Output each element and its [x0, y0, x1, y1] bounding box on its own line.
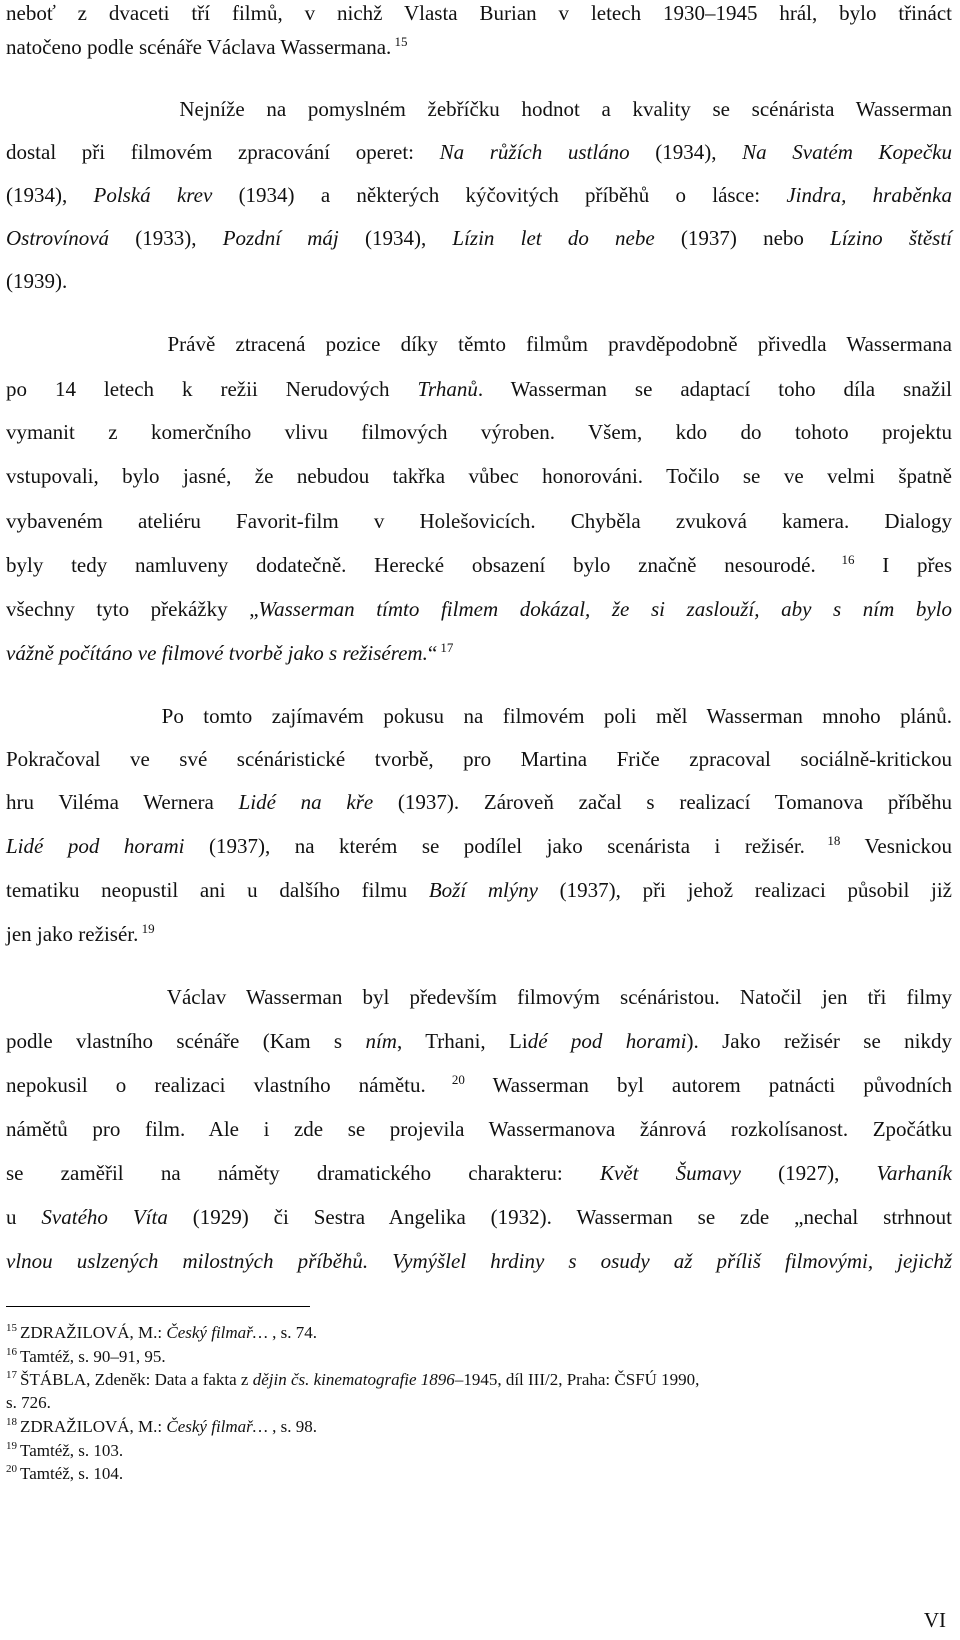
- text-run: Nejníže na pomyslném žebříčku hodnot a kvality se scénárista Wasserman: [6, 97, 952, 121]
- text-run: , s. 98.: [267, 1417, 318, 1436]
- text-run: jen jako režisér.: [6, 922, 139, 946]
- text-run: ZDRAŽILOVÁ, M.:: [20, 1417, 167, 1436]
- text-run: –1945, díl III/2, Praha: ČSFÚ 1990,: [454, 1370, 700, 1389]
- footnote: [6, 1369, 699, 1390]
- text-run: Po tomto zajímavém pokusu na filmovém poli měl Wasserman mnoho plánů.: [6, 704, 952, 728]
- text-run: (1939).: [6, 269, 68, 293]
- italic-text: Lízino štěstí: [830, 226, 952, 250]
- italic-text: Varhaník: [876, 1161, 952, 1185]
- italic-text: Svatého Víta: [41, 1205, 168, 1229]
- footnote: [6, 1322, 317, 1343]
- italic-text: Lidé na kře: [238, 790, 374, 814]
- text-run: (1937), na kterém se podílel jako scenárista i režisér.: [184, 834, 805, 858]
- text-run: , s. 74.: [267, 1323, 318, 1342]
- text-run: (1937). Zároveň začal s realizací Tomanova příběhu: [373, 790, 952, 814]
- footnote: [6, 1440, 123, 1461]
- text-run: vymanit z komerčního vlivu filmových výroben. Všem, kdo do tohoto projektu: [6, 420, 952, 444]
- footnote-ref: 18: [804, 833, 841, 848]
- text-run: námětů pro film. Ale i zde se projevila Wassermanova žánrová rozkolísanost. Zpočátku: [6, 1117, 952, 1141]
- text-run: všechny tyto překážky „: [6, 597, 259, 621]
- text-line: [6, 0, 952, 26]
- italic-text: Květ Šumavy: [599, 1161, 741, 1185]
- italic-text: dějin čs. kinematografie 1896: [252, 1370, 455, 1389]
- italic-text: Jindra, hraběnka: [786, 183, 952, 207]
- text-run: hru Viléma Wernera: [6, 790, 239, 814]
- italic-text: Trhanů: [417, 377, 478, 401]
- text-run: ). Jako režisér se nikdy: [686, 1029, 952, 1053]
- footnote: [6, 1392, 51, 1413]
- text-line: [6, 1204, 952, 1230]
- text-run: Tamtéž, s. 104.: [20, 1464, 124, 1483]
- text-run: podle vlastního scénáře (Kam s: [6, 1029, 366, 1053]
- footnote-number: 16: [6, 1346, 17, 1359]
- text-line: [6, 746, 952, 772]
- text-line: [6, 1160, 952, 1186]
- italic-text: Polská krev: [93, 183, 213, 207]
- text-run: natočeno podle scénáře Václava Wassermana.: [6, 35, 392, 59]
- text-line: [6, 984, 952, 1010]
- text-run: Vesnickou: [840, 834, 953, 858]
- italic-text: Český filmař…: [166, 1417, 268, 1436]
- text-line: [6, 96, 952, 122]
- text-line: [6, 34, 952, 60]
- text-line: [6, 1116, 952, 1142]
- text-run: Václav Wasserman byl především filmovým scénáristou. Natočil jen tři filmy: [6, 985, 952, 1009]
- italic-text: Pozdní máj: [222, 226, 339, 250]
- text-line: [6, 833, 952, 859]
- footnote-ref: 15: [391, 34, 408, 49]
- footnote: [6, 1416, 317, 1437]
- text-run: Pokračoval ve své scénáristické tvorbě, pro Martina Friče zpracoval sociálně-kritickou: [6, 747, 952, 771]
- text-run: nepokusil o realizaci vlastního námětu.: [6, 1073, 426, 1097]
- text-line: [6, 268, 952, 294]
- italic-text: Lidé pod horami: [6, 834, 185, 858]
- text-run: s. 726.: [6, 1393, 51, 1412]
- italic-text: Lízin let do nebe: [452, 226, 655, 250]
- text-line: [6, 596, 952, 622]
- italic-text: Na růžích ustláno: [439, 140, 630, 164]
- text-line: [6, 376, 952, 402]
- italic-text: ním: [365, 1029, 397, 1053]
- text-run: tematiku neopustil ani u dalšího filmu: [6, 878, 429, 902]
- text-run: (1929) či Sestra Angelika (1932). Wasserman se zde „nechal strhnout: [167, 1205, 952, 1229]
- text-run: I přes: [854, 553, 952, 577]
- italic-text: dé pod horami: [527, 1029, 687, 1053]
- footnote-ref: 16: [815, 552, 855, 567]
- text-line: [6, 463, 952, 489]
- text-line: [6, 1248, 952, 1274]
- text-run: (1934),: [338, 226, 453, 250]
- text-line: [6, 552, 952, 578]
- footnote-number: 20: [6, 1463, 17, 1476]
- text-run: Tamtéž, s. 90–91, 95.: [20, 1347, 166, 1366]
- text-run: vstupovali, bylo jasné, že nebudou takřka vůbec honorováni. Točilo se ve velmi špatně: [6, 464, 952, 488]
- footnote-number: 17: [6, 1369, 17, 1382]
- italic-text: Ostrovínová: [6, 226, 110, 250]
- italic-text: vážně počítáno ve filmové tvorbě jako s režisérem.: [6, 641, 428, 665]
- footnote-ref: 20: [425, 1072, 465, 1087]
- text-run: byly tedy namluveny dodatečně. Herecké obsazení bylo značně nesourodé.: [6, 553, 816, 577]
- italic-text: vlnou uslzených milostných příběhů. Vymýšlel hrdiny s osudy až příliš filmovými, jejichž: [6, 1249, 952, 1273]
- text-line: [6, 703, 952, 729]
- text-line: [6, 1072, 952, 1098]
- footnote: [6, 1346, 166, 1367]
- text-run: (1934) a některých kýčovitých příběhů o lásce:: [212, 183, 787, 207]
- text-line: [6, 139, 952, 165]
- footnote-separator: [6, 1306, 310, 1307]
- text-run: Právě ztracená pozice díky těmto filmům pravděpodobně přivedla Wassermana: [6, 332, 952, 356]
- text-run: (1927),: [740, 1161, 877, 1185]
- text-line: [6, 182, 952, 208]
- footnote-ref: 19: [138, 921, 155, 936]
- text-line: [6, 640, 952, 666]
- text-run: (1934),: [629, 140, 743, 164]
- text-run: se zaměřil na náměty dramatického charakteru:: [6, 1161, 600, 1185]
- text-run: vybaveném ateliéru Favorit-film v Holešovicích. Chyběla zvuková kamera. Dialogy: [6, 509, 952, 533]
- text-line: [6, 331, 952, 357]
- footnote-number: 15: [6, 1322, 17, 1335]
- text-line: [6, 789, 952, 815]
- text-line: [6, 921, 952, 947]
- footnote-ref: 17: [437, 640, 454, 655]
- page-number: VI: [923, 1608, 946, 1632]
- text-run: Tamtéž, s. 103.: [20, 1441, 124, 1460]
- text-run: . Wasserman se adaptací toho díla snažil: [477, 377, 952, 401]
- text-line: [6, 225, 952, 251]
- text-run: po 14 letech k režii Nerudových: [6, 377, 418, 401]
- footnote-number: 19: [6, 1440, 17, 1453]
- text-line: [6, 1028, 952, 1054]
- footnote-number: 18: [6, 1416, 17, 1429]
- text-line: [6, 877, 952, 903]
- text-run: (1937) nebo: [654, 226, 831, 250]
- text-run: neboť z dvaceti tří filmů, v nichž Vlasta Burian v letech 1930–1945 hrál, bylo třináct: [6, 1, 952, 25]
- italic-text: Český filmař…: [166, 1323, 268, 1342]
- footnote: [6, 1463, 123, 1484]
- text-run: (1937), při jehož realizaci působil již: [537, 878, 952, 902]
- text-run: (1934),: [6, 183, 94, 207]
- text-run: (1933),: [109, 226, 223, 250]
- text-run: u: [6, 1205, 42, 1229]
- italic-text: Boží mlýny: [428, 878, 538, 902]
- italic-text: Wasserman tímto filmem dokázal, že si zaslouží, aby s ním bylo: [258, 597, 952, 621]
- text-run: Wasserman byl autorem patnácti původních: [464, 1073, 953, 1097]
- text-run: dostal při filmovém zpracování operet:: [6, 140, 440, 164]
- text-run: ZDRAŽILOVÁ, M.:: [20, 1323, 167, 1342]
- text-run: “: [427, 641, 438, 665]
- text-line: [6, 508, 952, 534]
- italic-text: Na Svatém Kopečku: [742, 140, 952, 164]
- text-run: ŠTÁBLA, Zdeněk: Data a fakta z: [20, 1370, 253, 1389]
- text-line: [6, 419, 952, 445]
- text-run: , Trhani, Li: [396, 1029, 528, 1053]
